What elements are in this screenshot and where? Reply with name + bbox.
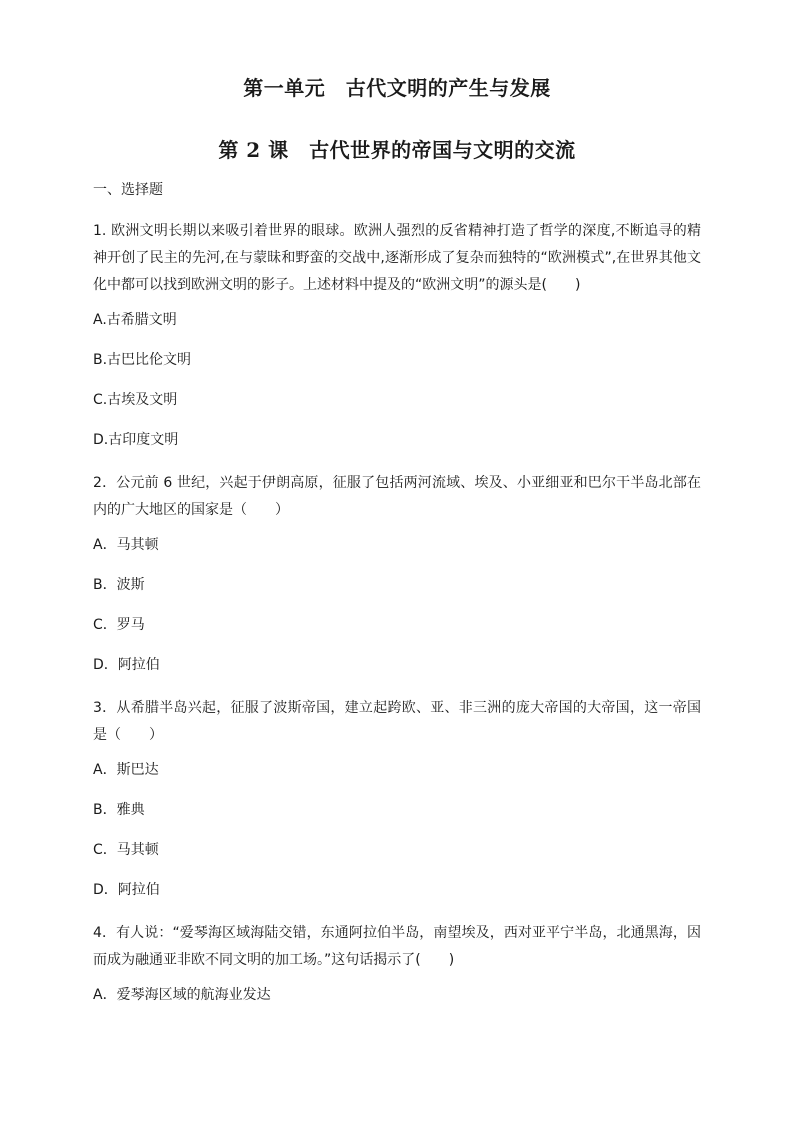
lesson-title: 第 2 课 古代世界的帝国与文明的交流 — [218, 138, 576, 162]
question-stem: 4．有人说：“爱琴海区域海陆交错，东通阿拉伯半岛，南望埃及，西对亚平宁半岛，北通黑海，因而成为融通亚非欧不同文明的加工场。”这句话揭示了( ) — [93, 925, 701, 968]
option-d: D．阿拉伯 — [93, 657, 160, 673]
option-c: C．马其顿 — [93, 842, 159, 858]
option-b: B．波斯 — [93, 577, 145, 593]
question-stem: 3．从希腊半岛兴起，征服了波斯帝国，建立起跨欧、亚、非三洲的庞大帝国的大帝国，这一帝国是（ ） — [93, 700, 701, 743]
option-a: A.古希腊文明 — [93, 312, 177, 328]
question-1 — [93, 218, 701, 450]
question-3 — [93, 695, 701, 900]
option-b: B．雅典 — [93, 802, 145, 818]
question-2 — [93, 470, 701, 675]
question-4 — [93, 920, 701, 1005]
option-d: D.古印度文明 — [93, 432, 179, 448]
option-a: A．马其顿 — [93, 537, 159, 553]
option-d: D．阿拉伯 — [93, 882, 160, 898]
option-c: C.古埃及文明 — [93, 392, 178, 408]
question-stem: 2．公元前 6 世纪，兴起于伊朗高原，征服了包括两河流域、埃及、小亚细亚和巴尔干半岛北部在内的广大地区的国家是（ ） — [93, 475, 701, 518]
unit-title: 第一单元 古代文明的产生与发展 — [243, 76, 551, 100]
option-a: A．爱琴海区域的航海业发达 — [93, 987, 271, 1003]
option-a: A．斯巴达 — [93, 762, 159, 778]
section-heading: 一、选择题 — [93, 182, 163, 198]
option-b: B.古巴比伦文明 — [93, 352, 192, 368]
option-c: C．罗马 — [93, 617, 145, 633]
document-content — [93, 180, 701, 1025]
question-stem: 1. 欧洲文明长期以来吸引着世界的眼球。欧洲人强烈的反省精神打造了哲学的深度,不断追寻的精神开创了民主的先河,在与蒙昧和野蛮的交战中,逐渐形成了复杂而独特的“欧洲模式”,在世界其他文化中都可以找到欧洲文明的影子。上述材料中提及的“欧洲文明”的源头是( ) — [93, 223, 701, 293]
